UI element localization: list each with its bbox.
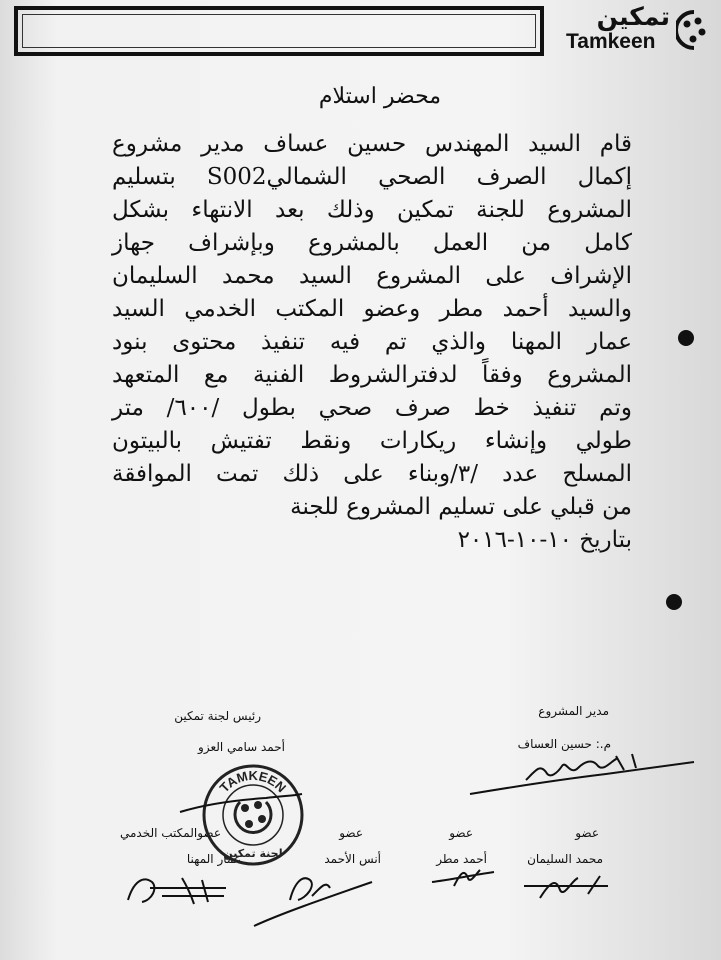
document-body [112,128,632,557]
document-title: محضر استلام [318,84,442,109]
punch-hole-bottom [666,594,682,610]
punch-hole-top [678,330,694,346]
committee-head-title: رئيس لجنة تمكين [174,709,261,723]
member-name-2: أحمد مطر [436,852,487,866]
body-line: المسلح عدد /٣/وبناء على ذلك تمت الموافقة [112,461,632,487]
member-role-3: عضو [339,826,363,840]
body-line: الإشراف على المشروع السيد محمد السليمان [112,263,632,289]
signature-member-3 [250,866,376,932]
tamkeen-logo [556,2,716,60]
committee-head-name: أحمد سامي العزو [198,740,285,754]
logo-english-text: Tamkeen [566,30,656,53]
project-manager-name: م.: حسين العساف [517,737,611,751]
member-name-4: عمار المهنا [186,852,241,866]
body-line: والسيد أحمد مطر وعضو المكتب الخدمي السيد [112,296,632,322]
member-role-2: عضو [449,826,473,840]
stamp-bottom-text: لجنة تمكين [223,847,283,860]
signature-project-manager [466,750,698,800]
body-line: قام السيد المهندس حسين عساف مدير مشروع [112,131,632,157]
tamkeen-logo-icon [676,8,712,52]
member-name-3: أنس الأحمد [324,852,381,866]
body-line: المشروع للجنة تمكين وذلك بعد الانتهاء بشكل [112,197,632,223]
logo-arabic-text: تمكين [596,2,670,31]
member-role-1: عضو [575,826,599,840]
signature-member-1 [520,872,612,902]
body-line: عمار المهنا والذي تم فيه تنفيذ محتوى بنود [112,329,632,355]
body-line: بتاريخ ١٠-١٠-٢٠١٦ [457,527,632,553]
signature-member-2 [428,862,498,892]
stamp-top-text: TAMKEEN [216,767,290,796]
body-line: كامل من العمل بالمشروع وبإشراف جهاز [112,230,632,256]
project-manager-title: مدير المشروع [538,704,609,718]
body-line: وتم تنفيذ خط صرف صحي بطول /٦٠٠/ متر [112,395,632,421]
member-name-1: محمد السليمان [527,852,603,866]
body-line: إكمال الصرف الصحي الشماليS002 بتسليم [112,164,632,190]
signature-committee-head [176,790,306,818]
header-frame [14,6,544,56]
member-role-4: عضوالمكتب الخدمي [119,826,221,840]
body-line: المشروع وفقاً لدفترالشروط الفنية مع المتعهد [112,362,632,388]
signature-member-4 [122,870,230,910]
body-line: من قبلي على تسليم المشروع للجنة [290,494,632,520]
body-line: طولي وإنشاء ريكارات ونقط تفتيش بالبيتون [112,428,632,454]
